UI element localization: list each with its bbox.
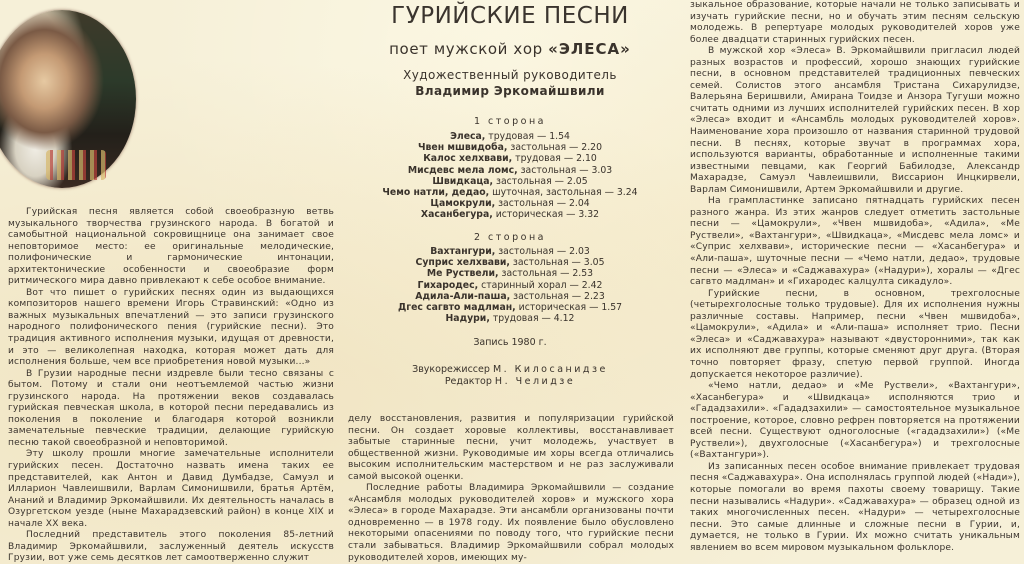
medals-decoration xyxy=(46,150,106,180)
side-2-tracklist xyxy=(340,246,680,324)
paragraph: Эту школу прошли многие замечательные исполнители гурийских песен. Достаточно назвать имена таких ее представителей, как Антон и Давид Думбадзе, Самуэл и Илларион Чавлеишвили, Варлам Симонишвили, братья Артём, Ананий и Владимир Эркомайшвили. Их деятельность началась в Озургетском уезде (ныне Махарадзевский район) в конце XIX и начале XX века. xyxy=(8,449,334,529)
paragraph: Вот что пишет о гурийских песнях один из выдающихся композиторов нашего времени Игорь Стравинский: «Одно из важных музыкальных впечатлений — это записи грузинского народного полифонического пения (гурийские песни). Это традиция активного исполнения музыки, идущая от древности, и это — великолепная находка, которая может дать для исполнения больше, чем все приобретения новой музыки...» xyxy=(8,287,334,368)
paragraph: Гурийская песня является собой своеобразную ветвь музыкального творчества грузинского народа. В богатой и самобытной национальной сокровищнице она занимает свое неповторимое место: ее оригинальные мелодические, полифонические и гармонические интонации, архитектонические особенности и своеобразие форм ритмического мира давно привлекают к себе особое внимание. xyxy=(8,207,334,287)
paragraph: Из записанных песен особое внимание привлекает трудовая песня «Саджавахура». Она исполнялась группой людей («Нади»), которые помогали во время пахоты своему товарищу. Такие песни назывались «Надури». «Саджавахура» — образец одной из таких многочисленных песен. «Надури» — четырехголосные песни. Это самые длинные и сложные песни в Гурии, и, думается, не только в Гурии. Их можно считать уникальным явлением во всем мировом музыкальном фольклоре. xyxy=(690,461,1020,553)
right-column xyxy=(686,0,1020,564)
subtitle-prefix: поет мужской хор xyxy=(389,40,543,58)
track-item: Надури, трудовая — 4.12 xyxy=(445,313,575,325)
director-name: Владимир Эркомайшвили xyxy=(415,84,605,98)
paragraph: зыкальное образование, которые начали не только записывать и изучать гурийские песни, но и обучать этим песням сельскую молодежь. В репертуаре молодых руководителей хоров уже более двадцати старинных гурийских песен. xyxy=(690,0,1020,45)
middle-column xyxy=(340,0,680,564)
portrait-photo xyxy=(0,10,136,188)
choir-name: «ЭЛЕСА» xyxy=(548,40,631,58)
side-2-heading: 2 сторона xyxy=(473,232,546,243)
album-subtitle xyxy=(340,40,680,58)
track-item: Швидкаца, застольная — 2.05 xyxy=(432,175,588,187)
album-title: ГУРИЙСКИЕ ПЕСНИ xyxy=(391,3,629,29)
paragraph: делу восстановления, развития и популяризации гурийской песни. Он создает хоровые коллективы, восстанавливает забытые старинные песни, учит молодежь, участвует в общественной жизни. Руководимые им хоры всегда отличались высоким исполнительским мастерством и не раз заслуживали самой высокой оценки. xyxy=(348,414,674,482)
middle-article xyxy=(348,414,674,564)
paragraph: На грампластинке записано пятнадцать гурийских песен разного жанра. Из этих жанров следует отметить застольные песни — «Цамокрули», «Чвен мшвидоба», «Адила», «Ме Руствели», «Вахтангури», «Швидкаца», «Мисдевс мела ломс» и «Суприс хелхвави», исторические песни — «Хасанбегура» и «Али-паша», шуточные песни — «Чемо натли, дедао», трудовые песни — «Элеса» и «Саджавахура» («Надури»), хоралы — «Дгес сагвто мадлман» и «Гихародес калцулта сикадуло». xyxy=(690,196,1020,288)
paragraph: Последние работы Владимира Эркомайшвили — создание «Ансамбля молодых руководителей хоров» и мужского хора «Элеса» в городе Махарадзе. Эти ансамбли организованы почти одновременно — в 1978 году. Их появление было обусловлено некоторыми опасениями по поводу того, что гурийские песни стали забываться. Владимир Эркомайшвили собрал молодых руководителей хоров, имеющих му- xyxy=(348,483,674,563)
intro-article xyxy=(8,207,334,564)
side-1-tracklist xyxy=(340,131,680,221)
left-column xyxy=(0,0,338,564)
track-item: Гихародес, старинный хорал — 2.42 xyxy=(417,279,603,291)
side-1-heading: 1 сторона xyxy=(473,116,546,127)
track-item: Мисдевс мела ломс, застольная — 3.03 xyxy=(407,164,613,176)
track-item: Хасанбегура, историческая — 3.32 xyxy=(420,209,600,221)
track-item: Ме Руствели, застольная — 2.53 xyxy=(426,268,594,280)
track-item: Калос хелхвави, трудовая — 2.10 xyxy=(423,153,597,165)
right-article xyxy=(690,0,1020,554)
paragraph: «Чемо натли, дедао» и «Ме Руствели», «Вахтангури», «Хасанбегура» и «Швидкаца» исполняются трио и «Гададзахили». «Гададзахили» — самостоятельное музыкальное построение, которое, словно рефрен повторяется на протяжении всей песни. Существуют одноголосные («гададзахили») («Ме Руствели»), двухголосные («Хасанбегура») и трехголосные («Вахтангури»). xyxy=(690,381,1020,461)
track-item: Чемо натли, дедао, шуточная, застольная — 3.24 xyxy=(382,187,638,199)
recording-year: Запись 1980 г. xyxy=(473,337,547,348)
sound-engineer-credit: Звукорежиссер М. Килосанидзе xyxy=(412,364,608,375)
track-item: Чвен мшвидоба, застольная — 2.20 xyxy=(418,142,602,154)
paragraph: Гурийские песни, в основном, трехголосные (четырехголосные только трудовые). Для их исполнения нужны различные составы. Например, песни «Чвен мшвидоба», «Цамокрули», «Адила» и «Али-паша» исполняет трио. Песни «Элеса» и «Саджавахура» называют «двусторонними», так как их исполняют две группы, которые сменяют друг друга. (Вторая точно повторяет фразу, спетую первой группой. Иногда допускается некоторое различие). xyxy=(690,288,1020,380)
paragraph: В мужской хор «Элеса» В. Эркомайшвили пригласил людей разных возрастов и профессий, хорошо знающих гурийские песни, в основном представителей традиционных певческих семей. Солистов этого ансамбля Тристана Сихарулидзе, Валерьяна Беришвили, Амирана Тоидзе и Анзора Тугуши можно считать одними из лучших исполнителей гурийских песен. В хор «Элеса» входит и «Ансамбль молодых руководителей хоров». Наименование хора произошло от названия старинной трудовой песни. В песнях, которые звучат в программах хора, используются варианты, обработанные и исполненные такими известными певцами, как Георгий Бабилодзе, Александр Махарадзе, Самуэл Чавлеишвили, Виссарион Инцкирвели, Варлам Симонишвили, Артем Эркомайшвили и другие. xyxy=(690,46,1020,195)
editor-credit: Редактор Н. Челидзе xyxy=(444,376,576,387)
track-item: Суприс хелхвави, застольная — 3.05 xyxy=(415,257,605,269)
track-item: Элеса, трудовая — 1.54 xyxy=(450,131,570,142)
track-item: Цамокрули, застольная — 2.04 xyxy=(430,198,590,210)
track-item: Адила-Али-паша, застольная — 2.23 xyxy=(415,290,605,302)
paragraph: В Грузии народные песни издревле были тесно связаны с бытом. Потому и стали они неотъемлемой частью жизни грузинского народа. На протяжении веков создавалась гурийская певческая школа, в которой песни передавались из поколения в поколение и благодаря которой возникли замечательные певческие традиции, делающие гурийскую песню такой своеобразной и неповторимой. xyxy=(8,368,334,448)
track-item: Вахтангури, застольная — 2.03 xyxy=(430,246,590,257)
director-label: Художественный руководитель xyxy=(403,68,617,82)
paragraph: Последний представитель этого поколения 85-летний Владимир Эркомайшвили, заслуженный деятель искусств Грузии, вот уже семь десятков лет самоотверженно служит xyxy=(8,530,334,564)
track-item: Дгес сагвто мадлман, историческая — 1.57 xyxy=(397,302,623,314)
